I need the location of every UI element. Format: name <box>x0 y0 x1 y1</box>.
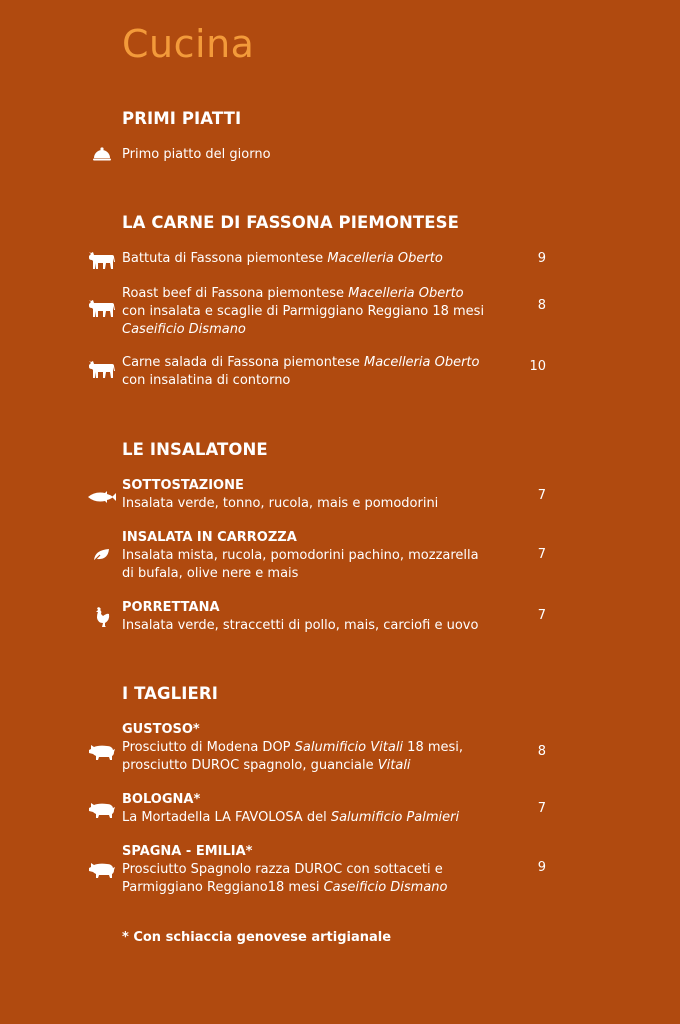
item-text: Battuta di Fassona piemontese <box>122 251 328 266</box>
item-text: Insalata verde, straccetti di pollo, mais, carciofi e uovo <box>122 618 479 633</box>
item-text: con insalata e scaglie di Parmiggiano Reggiano 18 mesi <box>122 304 485 319</box>
menu-item <box>122 285 502 339</box>
item-producer: Salumificio Palmieri <box>330 810 460 825</box>
item-name: GUSTOSO* <box>122 722 200 737</box>
menu-item <box>122 354 502 390</box>
item-price: 7 <box>537 801 546 816</box>
item-text: prosciutto DUROC spagnolo, guanciale <box>122 758 378 773</box>
item-producer: Salumificio Vitali <box>294 740 404 755</box>
cow-icon <box>84 296 120 320</box>
item-text: Insalata verde, tonno, rucola, mais e pomodorini <box>122 496 439 511</box>
page-title: Cucina <box>122 22 255 66</box>
menu-item <box>122 250 502 268</box>
item-price: 7 <box>537 547 546 562</box>
section-heading-taglieri: I TAGLIERI <box>122 684 218 703</box>
pig-icon <box>84 740 120 764</box>
item-text: Prosciutto Spagnolo razza DUROC con sottaceti e <box>122 862 443 877</box>
leaf-icon <box>84 543 120 567</box>
item-name: SPAGNA - EMILIA* <box>122 844 253 859</box>
menu-item <box>122 529 502 583</box>
item-text: Carne salada di Fassona piemontese <box>122 355 364 370</box>
section-heading-insalatone: LE INSALATONE <box>122 440 268 459</box>
item-text: Roast beef di Fassona piemontese <box>122 286 349 301</box>
menu-item <box>122 599 502 635</box>
item-producer: Caseificio Dismano <box>122 322 246 337</box>
cow-icon <box>84 357 120 381</box>
pig-icon <box>84 798 120 822</box>
item-price: 8 <box>537 744 546 759</box>
cow-icon <box>84 248 120 272</box>
menu-item <box>122 791 502 827</box>
menu-item <box>122 146 502 164</box>
item-name: SOTTOSTAZIONE <box>122 478 244 493</box>
item-name: BOLOGNA* <box>122 792 201 807</box>
item-text: 18 mesi, <box>403 740 464 755</box>
item-text: di bufala, olive nere e mais <box>122 566 299 581</box>
pig-icon <box>84 858 120 882</box>
item-text: con insalatina di contorno <box>122 373 291 388</box>
menu-item <box>122 477 502 513</box>
menu-item <box>122 721 502 775</box>
section-heading-carne: LA CARNE DI FASSONA PIEMONTESE <box>122 213 459 232</box>
item-text: Primo piatto del giorno <box>122 147 271 162</box>
item-producer: Macelleria Oberto <box>364 355 480 370</box>
section-heading-primi: PRIMI PIATTI <box>122 109 242 128</box>
item-price: 7 <box>537 488 546 503</box>
item-price: 7 <box>537 608 546 623</box>
item-name: INSALATA IN CARROZZA <box>122 530 297 545</box>
menu-item <box>122 843 502 897</box>
item-name: PORRETTANA <box>122 600 220 615</box>
item-producer: Vitali <box>377 758 411 773</box>
item-producer: Caseificio Dismano <box>323 880 448 895</box>
item-price: 9 <box>537 251 546 266</box>
item-text: Prosciutto di Modena DOP <box>122 740 295 755</box>
cloche-icon <box>84 142 120 166</box>
item-text: La Mortadella LA FAVOLOSA del <box>122 810 331 825</box>
item-producer: Macelleria Oberto <box>327 251 443 266</box>
footnote: * Con schiaccia genovese artigianale <box>122 930 392 945</box>
fish-icon <box>84 485 120 509</box>
item-text: Parmiggiano Reggiano18 mesi <box>122 880 324 895</box>
item-price: 10 <box>529 359 546 374</box>
item-price: 9 <box>537 860 546 875</box>
chicken-icon <box>84 605 120 629</box>
item-producer: Macelleria Oberto <box>348 286 464 301</box>
item-price: 8 <box>537 298 546 313</box>
item-text: Insalata mista, rucola, pomodorini pachino, mozzarella <box>122 548 479 563</box>
